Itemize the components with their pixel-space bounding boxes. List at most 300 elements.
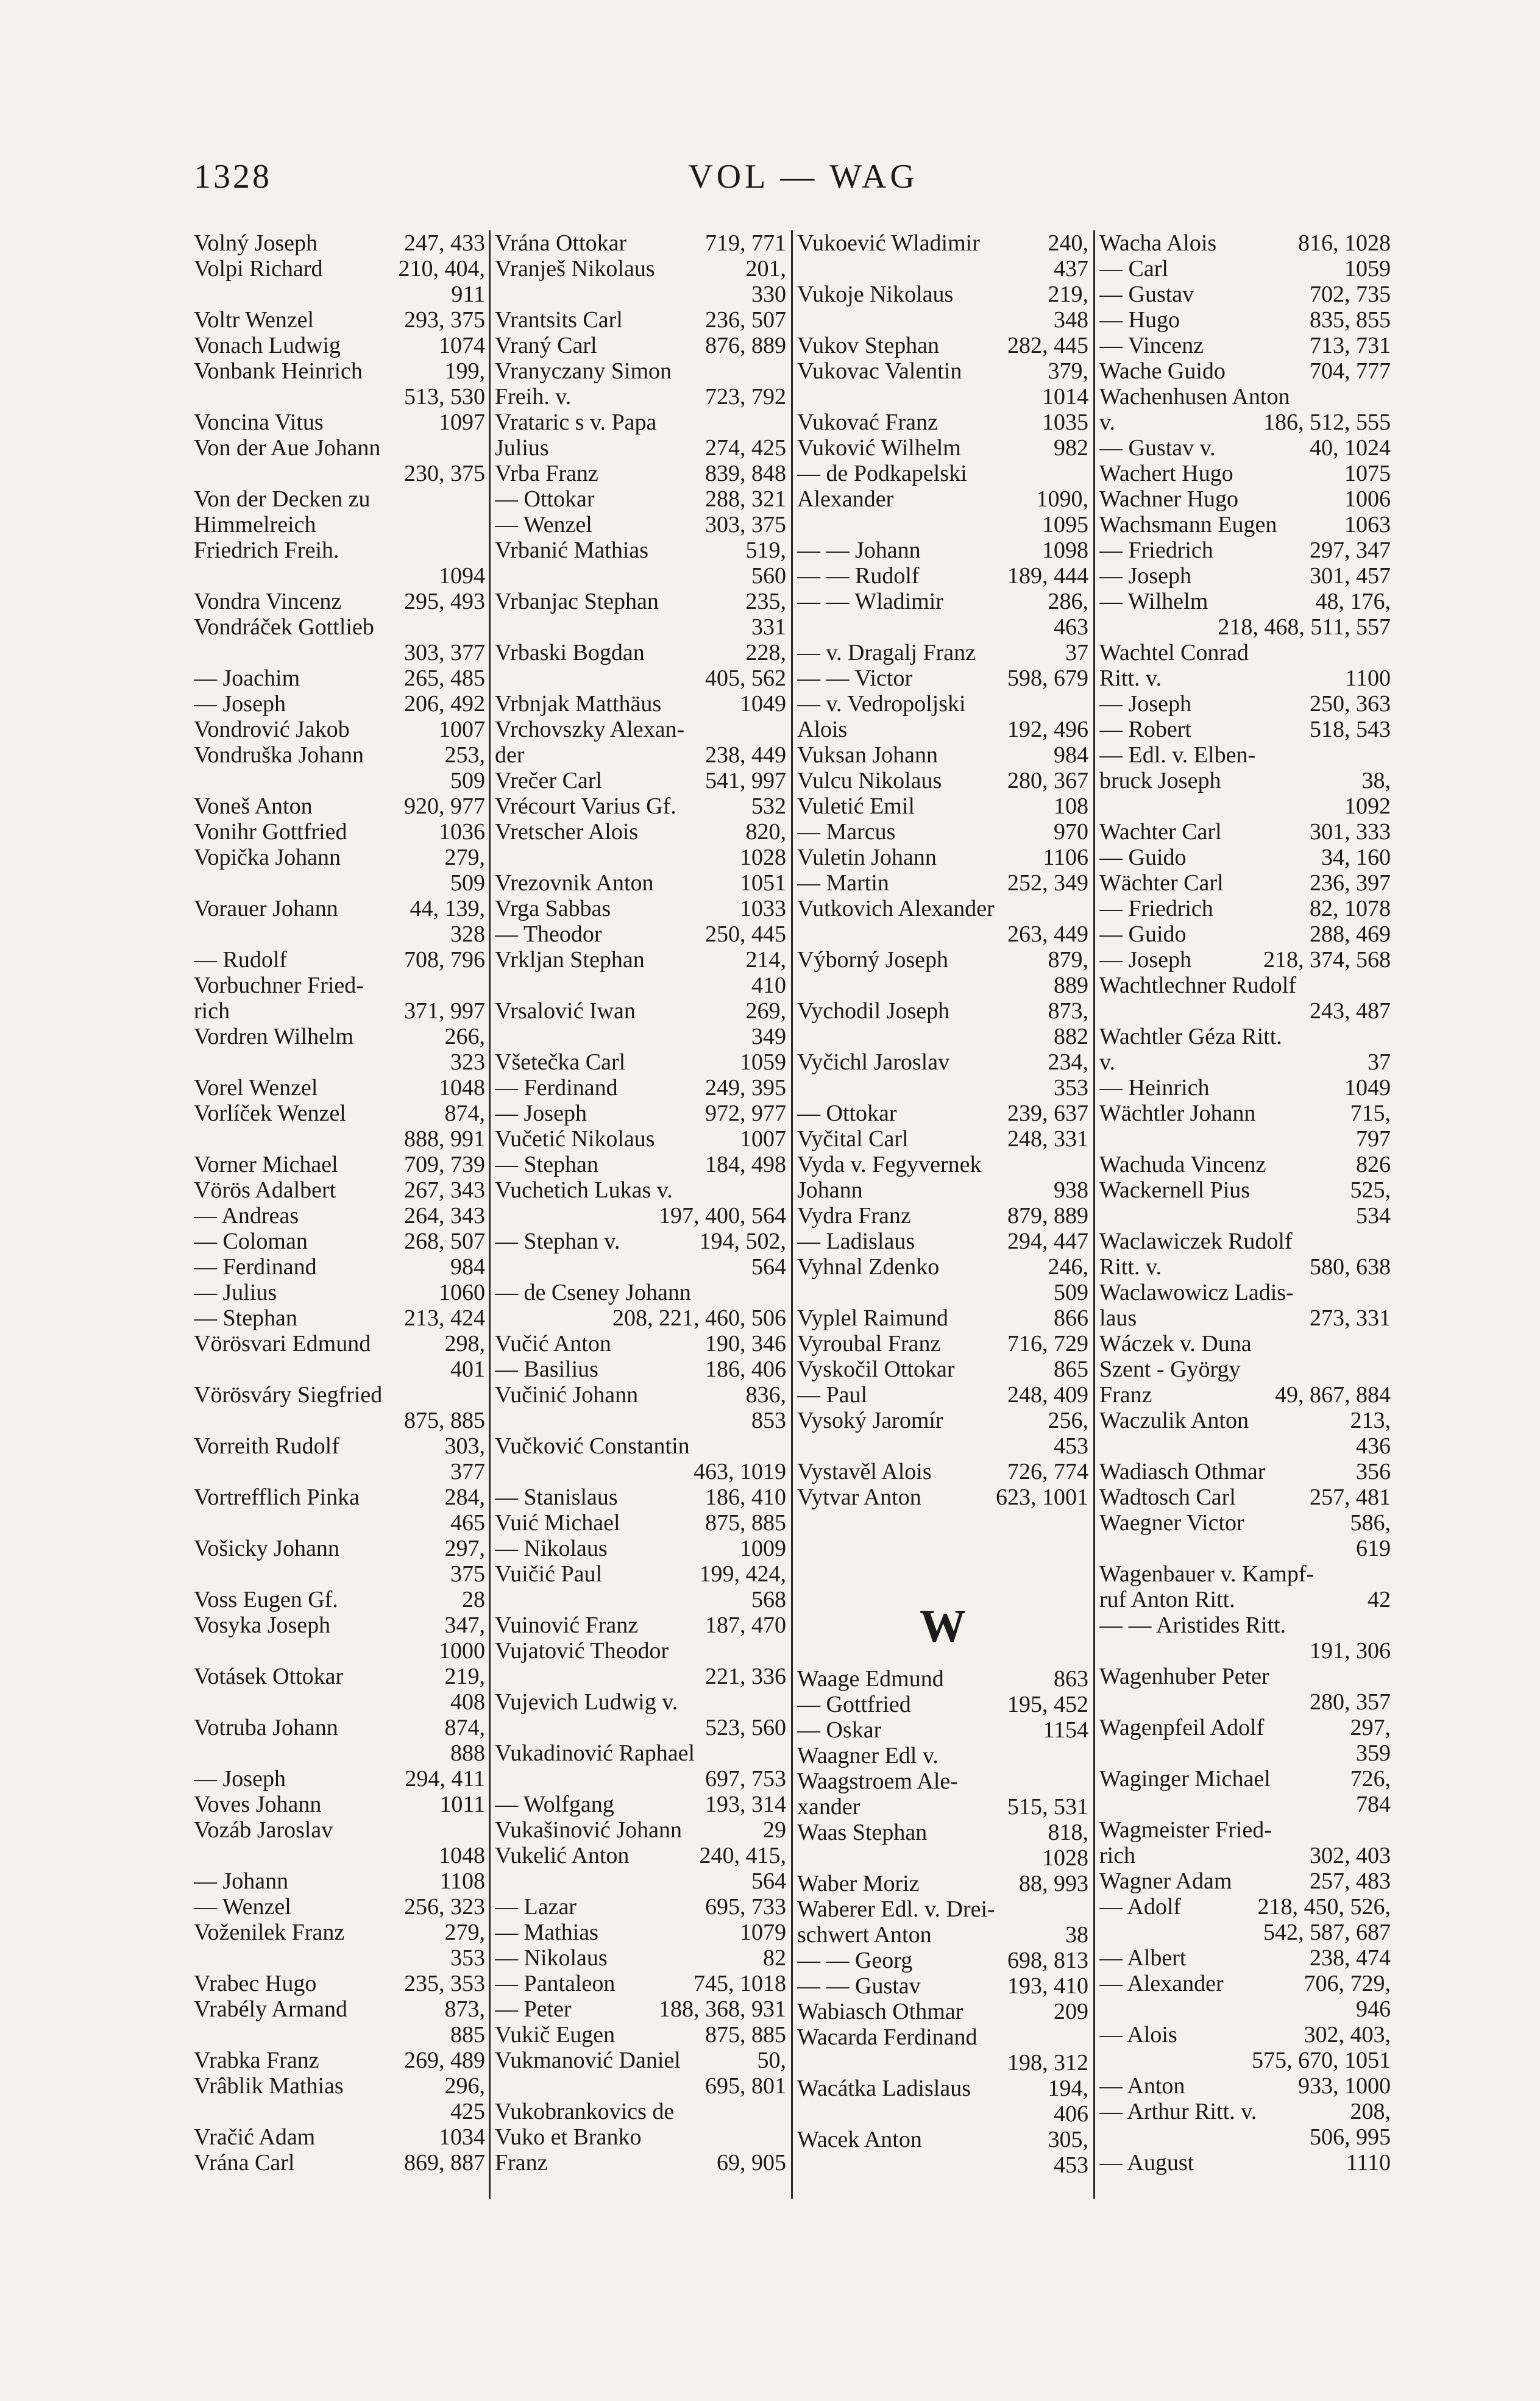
index-entry [1099, 819, 1391, 845]
entry-pages: 715, [1350, 1101, 1391, 1126]
entry-pages: 876, 889 [705, 333, 786, 358]
index-entry [194, 973, 485, 998]
index-entry [1099, 1740, 1391, 1766]
index-entry [495, 2124, 786, 2150]
index-entry [194, 1766, 485, 1792]
index-entry [194, 282, 485, 307]
index-entry [1099, 1689, 1391, 1715]
entry-name: — Friedrich [1099, 896, 1213, 921]
entry-pages: 453 [1054, 2152, 1088, 2178]
index-entry [495, 1868, 786, 1894]
index-column-1 [194, 230, 485, 2199]
index-entry [797, 1973, 1088, 1999]
entry-pages: 695, 801 [705, 2073, 786, 2099]
entry-name: v. [1099, 410, 1116, 435]
entry-name: Vrba Franz [495, 461, 598, 486]
index-entry [1099, 742, 1391, 768]
entry-name: Waagstroem Ale- [797, 1768, 958, 1794]
entry-pages: 239, 637 [1007, 1101, 1088, 1126]
entry-name: Vrâblik Mathias [194, 2073, 344, 2099]
entry-pages: 305, [1048, 2127, 1088, 2152]
index-entry [1099, 1561, 1391, 1587]
entry-name: Vorreith Rudolf [194, 1433, 339, 1459]
entry-pages: 190, 346 [705, 1331, 786, 1357]
entry-name: ruf Anton Ritt. [1099, 1587, 1235, 1612]
index-entry [495, 1229, 786, 1254]
entry-name: — Stanislaus [495, 1484, 618, 1510]
index-entry [1099, 998, 1391, 1024]
index-entry [797, 1382, 1088, 1408]
index-entry [495, 768, 786, 793]
index-entry [495, 2150, 786, 2176]
entry-name: Vošicky Johann [194, 1536, 339, 1561]
index-entry [1099, 1920, 1391, 1945]
entry-name: Vorner Michael [194, 1152, 338, 1177]
index-entry [495, 512, 786, 537]
entry-pages: 525, [1350, 1177, 1391, 1203]
index-entry [194, 358, 485, 384]
entry-pages: 303, 377 [404, 640, 485, 665]
entry-pages: 218, 374, 568 [1263, 947, 1391, 973]
entry-pages: 38 [1065, 1922, 1088, 1948]
entry-pages: 437 [1054, 256, 1088, 282]
index-entry [495, 1152, 786, 1177]
index-entry [194, 384, 485, 410]
entry-pages: 713, 731 [1310, 333, 1391, 358]
index-column-3 [797, 230, 1088, 2199]
entry-pages: 256, 323 [404, 1894, 485, 1920]
index-entry [797, 333, 1088, 358]
entry-pages: 48, 176, [1315, 589, 1391, 614]
index-entry [194, 1433, 485, 1459]
index-entry [797, 1357, 1088, 1382]
entry-name: Vonach Ludwig [194, 333, 341, 358]
entry-name: Vrabély Armand [194, 1996, 348, 2022]
entry-pages: 236, 507 [705, 307, 786, 333]
entry-name: — Coloman [194, 1229, 308, 1254]
index-entry [194, 998, 485, 1024]
entry-name: — Carl [1099, 256, 1168, 282]
index-entry [495, 717, 786, 742]
entry-pages: 875, 885 [705, 2022, 786, 2048]
entry-name: — Friedrich [1099, 537, 1213, 563]
index-entry [194, 1894, 485, 1920]
entry-name: — Wenzel [194, 1894, 291, 1920]
entry-name: Wächtler Johann [1099, 1101, 1256, 1126]
entry-name: Vopička Johann [194, 845, 341, 870]
entry-name: — Alois [1099, 2022, 1177, 2048]
entry-pages: 234, [1048, 1049, 1088, 1075]
entry-name: — Hugo [1099, 307, 1180, 333]
entry-pages: 301, 333 [1310, 819, 1391, 845]
entry-pages: 199, 424, [699, 1561, 786, 1587]
index-entry [495, 1996, 786, 2022]
entry-pages: 375 [450, 1561, 485, 1587]
entry-name: — de Cseney Johann [495, 1280, 691, 1305]
entry-pages: 1028 [1042, 1845, 1088, 1871]
index-entry [194, 230, 485, 256]
index-entry [797, 793, 1088, 819]
entry-pages: 509 [450, 768, 485, 793]
entry-name: Wacátka Ladislaus [797, 2076, 971, 2101]
index-entry [495, 435, 786, 461]
index-entry [495, 819, 786, 845]
entry-pages: 697, 753 [705, 1766, 786, 1792]
entry-name: Ritt. v. [1099, 1254, 1162, 1280]
entry-pages: 889 [1054, 973, 1088, 998]
entry-pages: 1051 [740, 870, 786, 896]
index-entry [797, 1126, 1088, 1152]
index-entry [1099, 768, 1391, 793]
entry-name: — Vincenz [1099, 333, 1204, 358]
index-entry [194, 461, 485, 486]
index-entry [1099, 1331, 1391, 1357]
index-entry [797, 410, 1088, 435]
index-entry [495, 1024, 786, 1049]
entry-name: Wadtosch Carl [1099, 1484, 1236, 1510]
entry-pages: 323 [450, 1049, 485, 1075]
index-entry [495, 563, 786, 589]
entry-pages: 206, 492 [404, 691, 485, 717]
index-entry [194, 691, 485, 717]
entry-name: Julius [495, 435, 549, 461]
entry-name: Himmelreich [194, 512, 316, 537]
entry-name: Vyčichl Jaroslav [797, 1049, 950, 1075]
entry-name: — Theodor [495, 921, 602, 947]
entry-pages: 874, [444, 1715, 485, 1740]
index-entry [194, 1203, 485, 1229]
entry-name: — Ottokar [797, 1101, 897, 1126]
index-entry [194, 947, 485, 973]
entry-pages: 406 [1054, 2101, 1088, 2127]
entry-pages: 328 [450, 921, 485, 947]
entry-pages: 28 [462, 1587, 485, 1612]
index-entry [1099, 1587, 1391, 1612]
entry-name: Vrabec Hugo [194, 1971, 317, 1996]
index-entry [1099, 1664, 1391, 1689]
entry-name: Vukobrankovics de [495, 2099, 675, 2124]
index-entry [495, 1075, 786, 1101]
index-entry [797, 1203, 1088, 1229]
entry-pages: 933, 1000 [1298, 2073, 1391, 2099]
index-entry [194, 537, 485, 563]
index-entry [797, 1229, 1088, 1254]
index-entry [194, 435, 485, 461]
entry-name: Vozáb Jaroslav [194, 1817, 333, 1843]
index-entry [1099, 845, 1391, 870]
index-entry [797, 1845, 1088, 1871]
entry-pages: 250, 445 [705, 921, 786, 947]
entry-name: — — Victor [797, 665, 913, 691]
entry-name: — Joseph [194, 1766, 286, 1792]
entry-name: — Stephan v. [495, 1229, 620, 1254]
entry-name: Vrečer Carl [495, 768, 602, 793]
index-entry [194, 1817, 485, 1843]
entry-pages: 295, 493 [404, 589, 485, 614]
entry-pages: 709, 739 [404, 1152, 485, 1177]
entry-pages: 288, 469 [1310, 921, 1391, 947]
index-entry [1099, 921, 1391, 947]
entry-name: Vorel Wenzel [194, 1075, 318, 1101]
entry-pages: 247, 433 [404, 230, 485, 256]
index-entry [495, 1382, 786, 1408]
entry-name: laus [1099, 1305, 1137, 1331]
entry-name: Vrezovnik Anton [495, 870, 654, 896]
index-entry [495, 2022, 786, 2048]
index-entry [194, 845, 485, 870]
index-entry [194, 717, 485, 742]
entry-name: Wachsmann Eugen [1099, 512, 1277, 537]
index-entry [797, 870, 1088, 896]
index-entry [495, 640, 786, 665]
index-entry [1099, 614, 1391, 640]
entry-pages: 1009 [740, 1536, 786, 1561]
entry-name: Vydra Franz [797, 1203, 911, 1229]
index-entry [194, 2124, 485, 2150]
index-entry [1099, 2022, 1391, 2048]
index-entry [194, 1254, 485, 1280]
index-entry [797, 1948, 1088, 1973]
entry-name: — Edl. v. Elben- [1099, 742, 1256, 768]
entry-name: Voneš Anton [194, 793, 313, 819]
entry-pages: 184, 498 [705, 1152, 786, 1177]
entry-pages: 268, 507 [404, 1229, 485, 1254]
entry-name: Vuinović Franz [495, 1612, 639, 1638]
entry-name: Vretscher Alois [495, 819, 639, 845]
entry-name: Vuksan Johann [797, 742, 938, 768]
entry-name: — Joseph [194, 691, 286, 717]
entry-pages: 586, [1350, 1510, 1391, 1536]
index-entry [194, 921, 485, 947]
index-entry [797, 1794, 1088, 1820]
entry-name: — v. Vedropoljski [797, 691, 966, 717]
entry-name: Waber Moriz [797, 1871, 920, 1896]
entry-pages: 541, 997 [705, 768, 786, 793]
index-entry [495, 486, 786, 512]
entry-name: Votruba Johann [194, 1715, 338, 1740]
entry-pages: 719, 771 [705, 230, 786, 256]
entry-pages: 542, 587, 687 [1263, 1920, 1391, 1945]
entry-name: — Andreas [194, 1203, 299, 1229]
entry-name: Vuković Wilhelm [797, 435, 961, 461]
entry-pages: 888, 991 [404, 1126, 485, 1152]
index-entry [1099, 461, 1391, 486]
entry-name: — — Johann [797, 537, 921, 563]
index-entry [194, 640, 485, 665]
index-entry [797, 1075, 1088, 1101]
entry-pages: 564 [751, 1254, 786, 1280]
index-entry [1099, 870, 1391, 896]
entry-name: Waclawowicz Ladis- [1099, 1280, 1294, 1305]
entry-name: Voss Eugen Gf. [194, 1587, 338, 1612]
column-divider [791, 230, 793, 2199]
entry-pages: 274, 425 [705, 435, 786, 461]
entry-name: Von der Aue Johann [194, 435, 381, 461]
index-entry [797, 1666, 1088, 1692]
entry-name: Vukašinović Johann [495, 1817, 682, 1843]
entry-name: Vörösvari Edmund [194, 1331, 371, 1357]
index-entry [1099, 1024, 1391, 1049]
entry-pages: 515, 531 [1007, 1794, 1088, 1820]
entry-pages: 230, 375 [404, 461, 485, 486]
entry-name: — Gustav v. [1099, 435, 1216, 461]
entry-name: Vučić Anton [495, 1331, 611, 1357]
entry-name: — Arthur Ritt. v. [1099, 2099, 1257, 2124]
index-entry [194, 1920, 485, 1945]
entry-pages: 1007 [740, 1126, 786, 1152]
entry-pages: 873, [1048, 998, 1088, 1024]
index-entry [797, 2050, 1088, 2076]
entry-name: — Nikolaus [495, 1536, 608, 1561]
index-entry [797, 537, 1088, 563]
index-entry [495, 1689, 786, 1715]
index-entry [495, 333, 786, 358]
index-entry [1099, 1817, 1391, 1843]
entry-name: Vračić Adam [194, 2124, 316, 2150]
entry-pages: 984 [450, 1254, 485, 1280]
index-entry [495, 1536, 786, 1561]
entry-pages: 209 [1054, 1999, 1088, 2024]
entry-pages: 1090, [1036, 486, 1088, 512]
index-entry [194, 1612, 485, 1638]
index-entry [1099, 1152, 1391, 1177]
index-entry [194, 1126, 485, 1152]
entry-pages: 348 [1054, 307, 1088, 333]
page-number: 1328 [194, 158, 272, 196]
index-entry [495, 1945, 786, 1971]
entry-pages: 1092 [1344, 793, 1391, 819]
index-entry [1099, 1126, 1391, 1152]
entry-name: Vrbanić Mathias [495, 537, 649, 563]
entry-name: Wache Guido [1099, 358, 1226, 384]
entry-name: Vukadinović Raphael [495, 1740, 695, 1766]
entry-pages: 228, [745, 640, 786, 665]
entry-pages: 347, [444, 1612, 485, 1638]
index-entry [495, 1561, 786, 1587]
index-entry [797, 1049, 1088, 1075]
entry-pages: 331 [751, 614, 786, 640]
index-entry [495, 1740, 786, 1766]
entry-pages: 1035 [1042, 410, 1088, 435]
entry-name: — Adolf [1099, 1894, 1182, 1920]
index-entry [1099, 486, 1391, 512]
entry-name: Franz [1099, 1382, 1152, 1408]
entry-pages: 1006 [1344, 486, 1391, 512]
entry-name: Vranyczany Simon [495, 358, 672, 384]
entry-pages: 1060 [439, 1280, 485, 1305]
column-divider [489, 230, 491, 2199]
entry-pages: 463, 1019 [694, 1459, 786, 1484]
index-entry [1099, 1101, 1391, 1126]
entry-pages: 873, [444, 1996, 485, 2022]
index-entry [495, 384, 786, 410]
entry-pages: 353 [1054, 1075, 1088, 1101]
index-entry [1099, 2150, 1391, 2176]
index-entry [1099, 1612, 1391, 1638]
entry-name: Friedrich Freih. [194, 537, 339, 563]
index-entry [495, 282, 786, 307]
index-entry [194, 819, 485, 845]
index-entry [797, 307, 1088, 333]
entry-pages: 303, 375 [705, 512, 786, 537]
entry-pages: 193, 314 [705, 1792, 786, 1817]
entry-name: Vrbnjak Matthäus [495, 691, 662, 717]
index-entry [797, 742, 1088, 768]
entry-pages: 1108 [439, 1868, 485, 1894]
index-entry [194, 2022, 485, 2048]
index-entry [1099, 589, 1391, 614]
index-entry [194, 1152, 485, 1177]
index-entry [194, 1689, 485, 1715]
entry-pages: 623, 1001 [996, 1484, 1088, 1510]
entry-name: Freih. v. [495, 384, 572, 410]
entry-pages: 279, [444, 1920, 485, 1945]
entry-name: Vyhnal Zdenko [797, 1254, 940, 1280]
entry-name: — Ferdinand [495, 1075, 618, 1101]
index-entry [1099, 1229, 1391, 1254]
index-entry [797, 1999, 1088, 2024]
index-entry [495, 1126, 786, 1152]
entry-name: — Joseph [495, 1101, 587, 1126]
entry-pages: 240, [1048, 230, 1088, 256]
index-entry [797, 1331, 1088, 1357]
index-entry [797, 486, 1088, 512]
entry-pages: 869, 887 [404, 2150, 485, 2176]
index-entry [797, 1459, 1088, 1484]
entry-name: Volpi Richard [194, 256, 323, 282]
entry-pages: 219, [444, 1664, 485, 1689]
entry-name: Vyda v. Fegyvernek [797, 1152, 982, 1177]
entry-pages: 745, 1018 [694, 1971, 786, 1996]
entry-name: Voncina Vitus [194, 410, 324, 435]
entry-pages: 246, [1048, 1254, 1088, 1280]
entry-name: Vörösváry Siegfried [194, 1382, 383, 1408]
entry-pages: 1028 [740, 845, 786, 870]
index-entry [1099, 1408, 1391, 1433]
index-entry [1099, 1280, 1391, 1305]
index-entry [797, 640, 1088, 665]
entry-name: Waage Edmund [797, 1666, 944, 1692]
index-entry [194, 2048, 485, 2073]
index-entry [194, 307, 485, 333]
index-entry [495, 410, 786, 435]
index-entry [797, 1896, 1088, 1922]
entry-pages: 288, 321 [705, 486, 786, 512]
index-entry [1099, 2099, 1391, 2124]
index-entry [495, 793, 786, 819]
index-entry [1099, 1203, 1391, 1229]
entry-name: Wackernell Pius [1099, 1177, 1251, 1203]
index-entry [194, 1945, 485, 1971]
entry-name: Vukov Stephan [797, 333, 940, 358]
index-entry [1099, 2124, 1391, 2150]
index-entry [1099, 282, 1391, 307]
entry-name: — Ottokar [495, 486, 595, 512]
index-entry [194, 1638, 485, 1664]
index-entry [1099, 896, 1391, 921]
entry-pages: 853 [751, 1408, 786, 1433]
index-entry [495, 1894, 786, 1920]
section-letter-heading: W [920, 1601, 966, 1652]
index-entry [194, 2099, 485, 2124]
index-entry [1099, 512, 1391, 537]
index-entry [1099, 435, 1391, 461]
entry-name: — Stephan [495, 1152, 598, 1177]
index-entry [1099, 1894, 1391, 1920]
entry-name: Vuletić Emil [797, 793, 915, 819]
index-entry [797, 1254, 1088, 1280]
entry-pages: 1063 [1344, 512, 1391, 537]
